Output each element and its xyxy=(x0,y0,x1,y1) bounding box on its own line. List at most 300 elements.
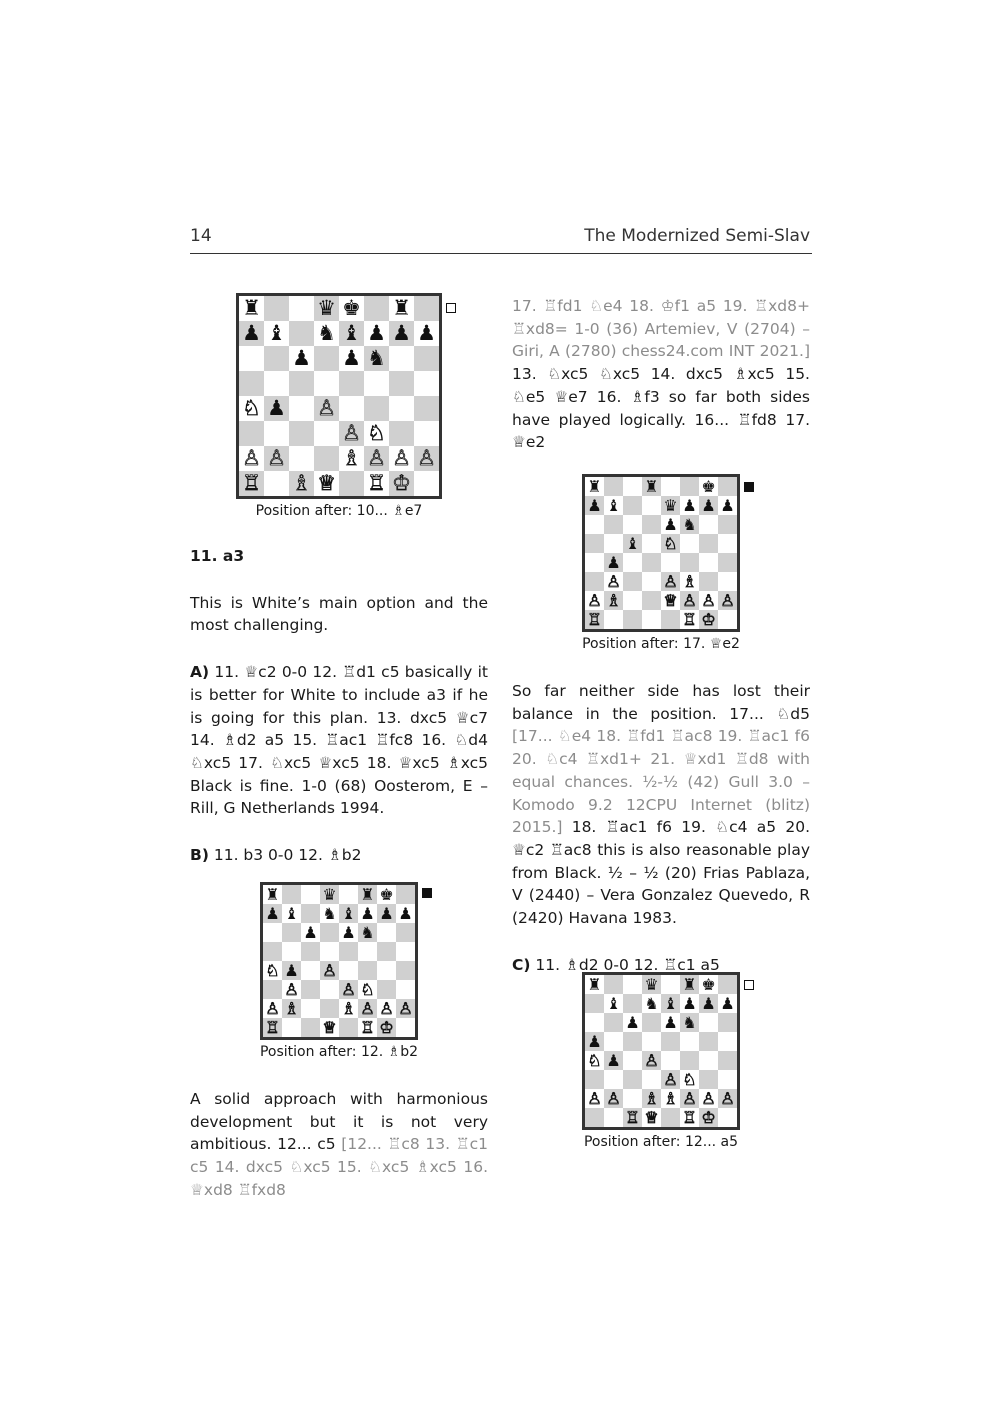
square-a8 xyxy=(585,477,604,496)
black-rook-icon: ♜ xyxy=(242,296,261,320)
square-e1 xyxy=(339,471,364,496)
black-pawn-icon: ♟ xyxy=(606,1050,621,1070)
black-pawn-icon: ♟ xyxy=(341,922,356,942)
chessboard-grid xyxy=(236,293,442,499)
black-pawn-icon: ♟ xyxy=(379,903,394,923)
square-c7 xyxy=(623,496,642,515)
black-rook-icon: ♜ xyxy=(644,476,659,496)
square-h5 xyxy=(414,371,439,396)
square-f6 xyxy=(358,923,377,942)
square-h7 xyxy=(414,321,439,346)
square-e2 xyxy=(339,999,358,1018)
white-pawn-icon: ♙ xyxy=(417,446,436,470)
left-column-bottom xyxy=(190,1088,488,1202)
square-e8 xyxy=(661,975,680,994)
square-e2 xyxy=(339,446,364,471)
white-pawn-icon: ♙ xyxy=(322,960,337,980)
square-h6 xyxy=(718,515,737,534)
black-bishop-icon: ♝ xyxy=(663,993,678,1013)
variation-text: 11. ♕c2 0-0 12. ♖d1 c5 basically it is better for White to include a3 if he is going for this plan. 13. dxc5 ♕c7 14. ♗d2 a5 15. ♖ac1 ♖fc8 16. ♘d4 ♘xc5 17. ♘xc5 ♕xc5 18. ♕xc5 ♗xc5 Black is fine. 1-0 (68) Oosterom, E – Rill, G Netherlands 1994. xyxy=(190,663,488,818)
square-d6 xyxy=(320,923,339,942)
square-c6 xyxy=(301,923,320,942)
white-pawn-icon: ♙ xyxy=(242,446,261,470)
white-pawn-icon: ♙ xyxy=(644,1050,659,1070)
square-f3 xyxy=(680,572,699,591)
square-e3 xyxy=(339,421,364,446)
square-d2 xyxy=(642,591,661,610)
white-pawn-icon: ♙ xyxy=(284,979,299,999)
square-h8 xyxy=(718,975,737,994)
square-c6 xyxy=(623,1013,642,1032)
white-bishop-icon: ♗ xyxy=(644,1088,659,1108)
square-a4 xyxy=(239,396,264,421)
black-knight-icon: ♞ xyxy=(360,922,375,942)
square-d2 xyxy=(642,1089,661,1108)
white-pawn-icon: ♙ xyxy=(398,998,413,1018)
black-pawn-icon: ♟ xyxy=(663,514,678,534)
main-line-text: 18. ♖ac1 f6 19. ♘c4 a5 20. ♕c2 ♖ac8 this is also reasonable play from Black. ½ – ½ (20) Frias Pablaza, V (2440) – Vera Gonzalez Quevedo, R (2420) Havana 1983. xyxy=(512,818,810,928)
white-rook-icon: ♖ xyxy=(265,1017,280,1037)
square-d4 xyxy=(320,961,339,980)
square-e3 xyxy=(661,572,680,591)
white-pawn-icon: ♙ xyxy=(701,1088,716,1108)
square-g6 xyxy=(389,346,414,371)
square-g4 xyxy=(699,1051,718,1070)
square-a6 xyxy=(263,923,282,942)
square-f4 xyxy=(364,396,389,421)
black-bishop-icon: ♝ xyxy=(341,903,356,923)
white-pawn-icon: ♙ xyxy=(663,1069,678,1089)
black-rook-icon: ♜ xyxy=(587,974,602,994)
white-rook-icon: ♖ xyxy=(587,609,602,629)
white-bishop-icon: ♗ xyxy=(341,998,356,1018)
square-a1 xyxy=(263,1018,282,1037)
black-bishop-icon: ♝ xyxy=(606,993,621,1013)
square-e4 xyxy=(339,396,364,421)
square-b3 xyxy=(282,980,301,999)
variation-text: 11. ♗d2 0-0 12. ♖c1 a5 xyxy=(535,955,720,974)
square-a8 xyxy=(263,885,282,904)
side-to-move-marker xyxy=(446,303,456,313)
white-king-icon: ♔ xyxy=(701,609,716,629)
side-to-move-marker xyxy=(744,980,754,990)
square-a6 xyxy=(585,515,604,534)
black-bishop-icon: ♝ xyxy=(606,495,621,515)
white-queen-icon: ♕ xyxy=(663,590,678,610)
square-g1 xyxy=(699,1108,718,1127)
white-bishop-icon: ♗ xyxy=(682,571,697,591)
diagram-4 xyxy=(512,972,810,1150)
black-pawn-icon: ♟ xyxy=(720,993,735,1013)
square-f5 xyxy=(680,1032,699,1051)
white-pawn-icon: ♙ xyxy=(341,979,356,999)
square-a2 xyxy=(239,446,264,471)
square-a4 xyxy=(585,553,604,572)
square-c7 xyxy=(623,994,642,1013)
side-to-move-marker xyxy=(422,888,432,898)
square-f3 xyxy=(680,1070,699,1089)
square-c8 xyxy=(623,477,642,496)
square-d8 xyxy=(314,296,339,321)
square-d5 xyxy=(642,534,661,553)
black-knight-icon: ♞ xyxy=(367,346,386,370)
square-d1 xyxy=(314,471,339,496)
square-b1 xyxy=(264,471,289,496)
square-a6 xyxy=(239,346,264,371)
white-knight-icon: ♘ xyxy=(682,1069,697,1089)
square-a5 xyxy=(263,942,282,961)
white-rook-icon: ♖ xyxy=(360,1017,375,1037)
white-rook-icon: ♖ xyxy=(367,471,386,495)
square-h1 xyxy=(718,610,737,629)
square-e6 xyxy=(339,923,358,942)
square-f6 xyxy=(364,346,389,371)
square-e7 xyxy=(661,994,680,1013)
square-c5 xyxy=(623,534,642,553)
black-pawn-icon: ♟ xyxy=(587,495,602,515)
move-heading: 11. a3 xyxy=(190,547,245,565)
square-b6 xyxy=(604,1013,623,1032)
running-header xyxy=(190,226,810,252)
variation-label: C) xyxy=(512,955,531,974)
square-h1 xyxy=(718,1108,737,1127)
square-e7 xyxy=(339,904,358,923)
black-bishop-icon: ♝ xyxy=(342,321,361,345)
white-bishop-icon: ♗ xyxy=(292,471,311,495)
square-h3 xyxy=(414,421,439,446)
side-line-text: [12... ♖c8 13. ♖c1 c5 14. dxc5 ♘xc5 15. ♘xc5 ♗xc5 16. ♕xd8 ♖fxd8 xyxy=(190,1135,488,1199)
square-g4 xyxy=(377,961,396,980)
square-h5 xyxy=(396,942,415,961)
square-d2 xyxy=(314,446,339,471)
square-d5 xyxy=(314,371,339,396)
white-pawn-icon: ♙ xyxy=(682,1088,697,1108)
square-b4 xyxy=(604,1051,623,1070)
square-g2 xyxy=(389,446,414,471)
white-rook-icon: ♖ xyxy=(682,1107,697,1127)
square-e5 xyxy=(661,1032,680,1051)
white-king-icon: ♔ xyxy=(379,1017,394,1037)
square-g2 xyxy=(377,999,396,1018)
white-pawn-icon: ♙ xyxy=(379,998,394,1018)
square-g6 xyxy=(699,1013,718,1032)
square-a3 xyxy=(585,1070,604,1089)
square-b7 xyxy=(604,496,623,515)
white-pawn-icon: ♙ xyxy=(267,446,286,470)
square-c3 xyxy=(623,1070,642,1089)
square-c4 xyxy=(623,553,642,572)
black-queen-icon: ♛ xyxy=(644,974,659,994)
square-e5 xyxy=(661,534,680,553)
square-f7 xyxy=(680,496,699,515)
black-pawn-icon: ♟ xyxy=(342,346,361,370)
square-a7 xyxy=(585,994,604,1013)
square-g8 xyxy=(699,477,718,496)
square-b8 xyxy=(604,975,623,994)
black-pawn-icon: ♟ xyxy=(663,1012,678,1032)
black-rook-icon: ♜ xyxy=(682,974,697,994)
square-c4 xyxy=(289,396,314,421)
square-h2 xyxy=(396,999,415,1018)
black-bishop-icon: ♝ xyxy=(267,321,286,345)
square-e4 xyxy=(661,1051,680,1070)
black-king-icon: ♚ xyxy=(379,884,394,904)
square-f1 xyxy=(680,1108,699,1127)
square-d3 xyxy=(314,421,339,446)
square-c6 xyxy=(289,346,314,371)
main-line-text: So far neither side has lost their balance in the position. 17... ♘d5 xyxy=(512,682,810,723)
square-c5 xyxy=(301,942,320,961)
square-g8 xyxy=(699,975,718,994)
square-a1 xyxy=(239,471,264,496)
square-h2 xyxy=(718,1089,737,1108)
square-g6 xyxy=(377,923,396,942)
square-h3 xyxy=(396,980,415,999)
square-e5 xyxy=(339,942,358,961)
black-pawn-icon: ♟ xyxy=(682,495,697,515)
square-d4 xyxy=(642,1051,661,1070)
square-f8 xyxy=(680,477,699,496)
white-queen-icon: ♕ xyxy=(322,1017,337,1037)
square-f7 xyxy=(680,994,699,1013)
square-e4 xyxy=(661,553,680,572)
square-e1 xyxy=(661,610,680,629)
square-a4 xyxy=(585,1051,604,1070)
square-b8 xyxy=(264,296,289,321)
square-d7 xyxy=(314,321,339,346)
square-h7 xyxy=(718,994,737,1013)
square-c6 xyxy=(623,515,642,534)
square-a5 xyxy=(239,371,264,396)
square-h5 xyxy=(718,534,737,553)
white-rook-icon: ♖ xyxy=(242,471,261,495)
paragraph xyxy=(512,295,810,454)
white-rook-icon: ♖ xyxy=(682,609,697,629)
square-d7 xyxy=(642,994,661,1013)
right-column-middle xyxy=(512,680,810,976)
side-to-move-marker xyxy=(744,482,754,492)
square-b7 xyxy=(282,904,301,923)
paragraph: This is White’s main option and the most challenging. xyxy=(190,593,488,635)
square-f2 xyxy=(680,1089,699,1108)
black-queen-icon: ♛ xyxy=(322,884,337,904)
square-g5 xyxy=(699,534,718,553)
white-pawn-icon: ♙ xyxy=(701,590,716,610)
square-e3 xyxy=(339,980,358,999)
black-knight-icon: ♞ xyxy=(682,1012,697,1032)
white-pawn-icon: ♙ xyxy=(606,1088,621,1108)
square-d6 xyxy=(642,1013,661,1032)
paragraph xyxy=(512,680,810,930)
square-g7 xyxy=(699,994,718,1013)
square-h8 xyxy=(396,885,415,904)
square-f5 xyxy=(680,534,699,553)
square-f4 xyxy=(680,553,699,572)
square-h3 xyxy=(718,572,737,591)
white-pawn-icon: ♙ xyxy=(360,998,375,1018)
square-b3 xyxy=(604,1070,623,1089)
white-pawn-icon: ♙ xyxy=(720,590,735,610)
square-f4 xyxy=(680,1051,699,1070)
square-a2 xyxy=(263,999,282,1018)
square-c1 xyxy=(301,1018,320,1037)
square-c4 xyxy=(301,961,320,980)
square-h1 xyxy=(396,1018,415,1037)
black-pawn-icon: ♟ xyxy=(701,495,716,515)
square-b5 xyxy=(264,371,289,396)
black-pawn-icon: ♟ xyxy=(587,1031,602,1051)
square-d8 xyxy=(320,885,339,904)
square-f2 xyxy=(680,591,699,610)
square-a5 xyxy=(585,534,604,553)
square-e6 xyxy=(661,515,680,534)
square-a2 xyxy=(585,1089,604,1108)
square-f3 xyxy=(358,980,377,999)
black-king-icon: ♚ xyxy=(701,476,716,496)
black-knight-icon: ♞ xyxy=(682,514,697,534)
white-pawn-icon: ♙ xyxy=(342,421,361,445)
square-a2 xyxy=(585,591,604,610)
square-g5 xyxy=(389,371,414,396)
chessboard-grid xyxy=(582,474,740,632)
square-h4 xyxy=(414,396,439,421)
square-e4 xyxy=(339,961,358,980)
square-b7 xyxy=(604,994,623,1013)
black-pawn-icon: ♟ xyxy=(367,321,386,345)
square-b8 xyxy=(604,477,623,496)
running-title: The Modernized Semi-Slav xyxy=(584,226,810,246)
white-pawn-icon: ♙ xyxy=(663,571,678,591)
square-d3 xyxy=(320,980,339,999)
square-f8 xyxy=(358,885,377,904)
white-knight-icon: ♘ xyxy=(360,979,375,999)
black-rook-icon: ♜ xyxy=(587,476,602,496)
black-pawn-icon: ♟ xyxy=(242,321,261,345)
chessboard xyxy=(582,474,740,632)
square-c5 xyxy=(289,371,314,396)
square-d7 xyxy=(642,496,661,515)
side-line-text: 17. ♖fd1 ♘e4 18. ♔f1 a5 19. ♖xd8+ ♖xd8= 1-0 (36) Artemiev, V (2704) – Giri, A (2780) chess24.com INT 2021.] xyxy=(512,297,810,361)
square-b6 xyxy=(604,515,623,534)
white-pawn-icon: ♙ xyxy=(317,396,336,420)
square-b2 xyxy=(604,591,623,610)
square-g4 xyxy=(389,396,414,421)
square-h4 xyxy=(396,961,415,980)
square-a5 xyxy=(585,1032,604,1051)
square-c2 xyxy=(623,1089,642,1108)
square-c2 xyxy=(623,591,642,610)
diagram-caption: Position after: 17. ♕e2 xyxy=(582,636,740,652)
white-pawn-icon: ♙ xyxy=(587,590,602,610)
white-bishop-icon: ♗ xyxy=(606,590,621,610)
square-e1 xyxy=(339,1018,358,1037)
white-knight-icon: ♘ xyxy=(663,533,678,553)
black-pawn-icon: ♟ xyxy=(720,495,735,515)
square-e7 xyxy=(661,496,680,515)
square-c2 xyxy=(289,446,314,471)
square-c1 xyxy=(623,610,642,629)
square-f6 xyxy=(680,515,699,534)
square-b7 xyxy=(264,321,289,346)
white-knight-icon: ♘ xyxy=(242,396,261,420)
square-g1 xyxy=(699,610,718,629)
square-f6 xyxy=(680,1013,699,1032)
square-g6 xyxy=(699,515,718,534)
square-b5 xyxy=(604,534,623,553)
chessboard xyxy=(236,293,442,499)
square-g4 xyxy=(699,553,718,572)
paragraph xyxy=(190,1088,488,1202)
square-d7 xyxy=(320,904,339,923)
square-g8 xyxy=(377,885,396,904)
main-line-text: A solid approach with harmonious development but it is not very ambitious. 12... c5 xyxy=(190,1090,488,1154)
square-c8 xyxy=(301,885,320,904)
white-knight-icon: ♘ xyxy=(367,421,386,445)
square-f2 xyxy=(358,999,377,1018)
white-queen-icon: ♕ xyxy=(644,1107,659,1127)
black-pawn-icon: ♟ xyxy=(625,1012,640,1032)
black-rook-icon: ♜ xyxy=(360,884,375,904)
square-c3 xyxy=(301,980,320,999)
square-d4 xyxy=(642,553,661,572)
square-g1 xyxy=(389,471,414,496)
square-e2 xyxy=(661,1089,680,1108)
header-rule xyxy=(190,253,812,254)
square-h3 xyxy=(718,1070,737,1089)
square-d4 xyxy=(314,396,339,421)
square-g7 xyxy=(389,321,414,346)
square-g7 xyxy=(377,904,396,923)
square-f1 xyxy=(358,1018,377,1037)
black-pawn-icon: ♟ xyxy=(284,960,299,980)
square-d1 xyxy=(642,610,661,629)
square-c1 xyxy=(623,1108,642,1127)
black-pawn-icon: ♟ xyxy=(701,993,716,1013)
black-bishop-icon: ♝ xyxy=(284,903,299,923)
square-g5 xyxy=(377,942,396,961)
square-b4 xyxy=(264,396,289,421)
square-e8 xyxy=(661,477,680,496)
black-pawn-icon: ♟ xyxy=(606,552,621,572)
square-c3 xyxy=(289,421,314,446)
square-g8 xyxy=(389,296,414,321)
square-a7 xyxy=(585,496,604,515)
white-rook-icon: ♖ xyxy=(625,1107,640,1127)
square-b3 xyxy=(264,421,289,446)
square-a3 xyxy=(585,572,604,591)
square-c2 xyxy=(301,999,320,1018)
square-g2 xyxy=(699,1089,718,1108)
diagram-caption: Position after: 12. ♗b2 xyxy=(259,1044,419,1060)
variation-b xyxy=(190,844,488,867)
square-b5 xyxy=(604,1032,623,1051)
variation-text: 11. b3 0-0 12. ♗b2 xyxy=(213,846,362,865)
square-c8 xyxy=(289,296,314,321)
variation-label: A) xyxy=(190,663,210,682)
black-pawn-icon: ♟ xyxy=(292,346,311,370)
square-g3 xyxy=(699,572,718,591)
black-king-icon: ♚ xyxy=(342,296,361,320)
white-king-icon: ♔ xyxy=(701,1107,716,1127)
square-e8 xyxy=(339,885,358,904)
black-rook-icon: ♜ xyxy=(392,296,411,320)
chessboard xyxy=(260,882,418,1040)
square-b4 xyxy=(282,961,301,980)
chessboard-grid xyxy=(260,882,418,1040)
square-b6 xyxy=(282,923,301,942)
page-number: 14 xyxy=(190,226,212,246)
black-queen-icon: ♛ xyxy=(317,296,336,320)
